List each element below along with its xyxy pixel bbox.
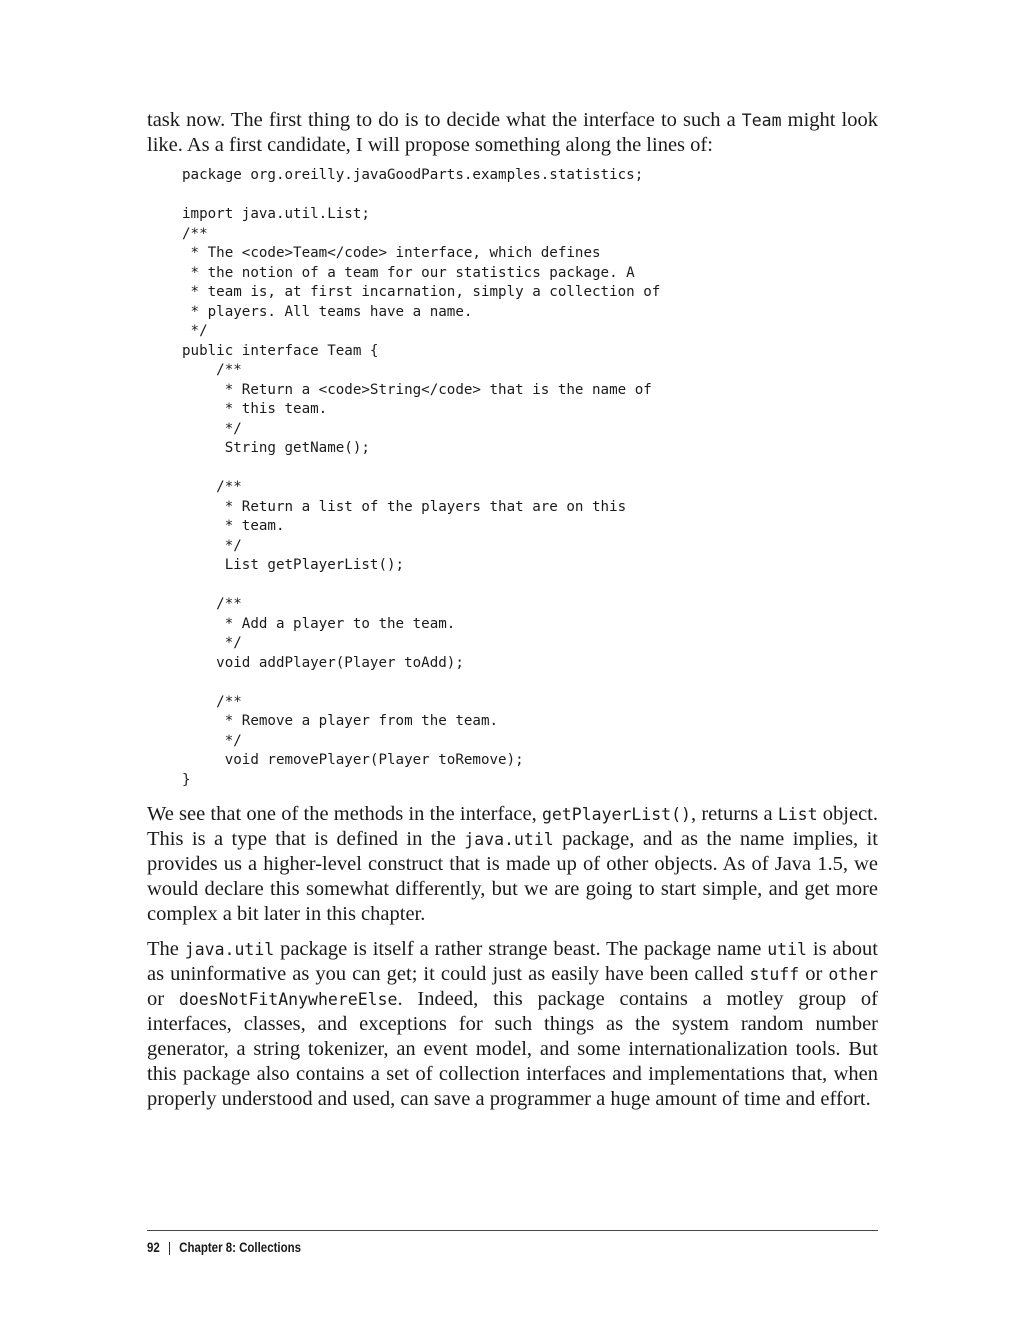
para1-text-3: object. This is a type that is defined in the	[147, 803, 879, 850]
paragraph-java-util	[147, 937, 878, 1112]
inline-code-doesnotfitanywhereelse: doesNotFitAnywhereElse	[178, 990, 398, 1009]
footer-text	[147, 1239, 746, 1255]
code-listing: package org.oreilly.javaGoodParts.examples.statistics; import java.util.List; /** * The <code>Team</code> interface, which defines * the notion of a team for our statistics package. A * team is, at first incarnation, simply a collection of * players. All teams have a name. */ public interface Team { /** * Return a <code>String</code> that is the name of * this team. */ String getName(); /** * Return a list of the players that are on this * team. */ List getPlayerList(); /** * Add a player to the team. */ void addPlayer(Player toAdd); /** * Remove a player from the team. */ void removePlayer(Player toRemove); }	[182, 167, 661, 788]
inline-code-java-util: java.util	[464, 830, 554, 849]
inline-code-getplayerlist: getPlayerList()	[541, 805, 691, 824]
paragraph-list-type	[147, 802, 878, 927]
intro-text-1: task now. The first thing to do is to decide what the interface to such a	[147, 109, 742, 131]
inline-code-stuff: stuff	[749, 965, 800, 984]
page-number: 92	[147, 1239, 160, 1255]
para2-text-6: . Indeed, this package contains a motley group of interfaces, classes, and exceptions for such things as the system random number generator, a string tokenizer, an event model, and some internationalization tools. But this package also contains a set of collection interfaces and implementations that, when properly understood and used, can save a programmer a huge amount of time and effort.	[147, 988, 879, 1110]
para2-text-3: is about as uninformative as you can get; it could just as easily have been called	[147, 938, 878, 985]
footer-separator: |	[167, 1239, 171, 1255]
para2-text-2: package is itself a rather strange beast. The package name	[274, 938, 768, 960]
inline-code-list: List	[777, 805, 818, 824]
inline-code-java-util-2: java.util	[184, 940, 275, 959]
inline-code-util: util	[767, 940, 807, 959]
chapter-title: Chapter 8: Collections	[179, 1239, 302, 1255]
footer-rule	[147, 1230, 878, 1231]
intro-paragraph	[147, 108, 878, 158]
para2-text-1: The	[147, 938, 185, 960]
page-footer	[147, 1230, 878, 1255]
inline-code-team: Team	[741, 111, 782, 130]
para1-text-1: We see that one of the methods in the interface,	[147, 803, 542, 825]
inline-code-other: other	[828, 965, 878, 984]
page-body	[147, 108, 878, 1112]
para1-text-4: package, and as the name implies, it provides us a higher-level construct that is made up of other objects. As of Java 1.5, we would declare this somewhat differently, but we are going to start simple, and get more complex a bit later in this chapter.	[147, 828, 878, 925]
intro-text-2: might look like. As a first candidate, I will propose something along the lines of:	[147, 109, 878, 156]
para1-text-2: , returns a	[690, 803, 778, 825]
para2-text-5: or	[147, 988, 179, 1010]
para2-text-4: or	[799, 963, 829, 985]
